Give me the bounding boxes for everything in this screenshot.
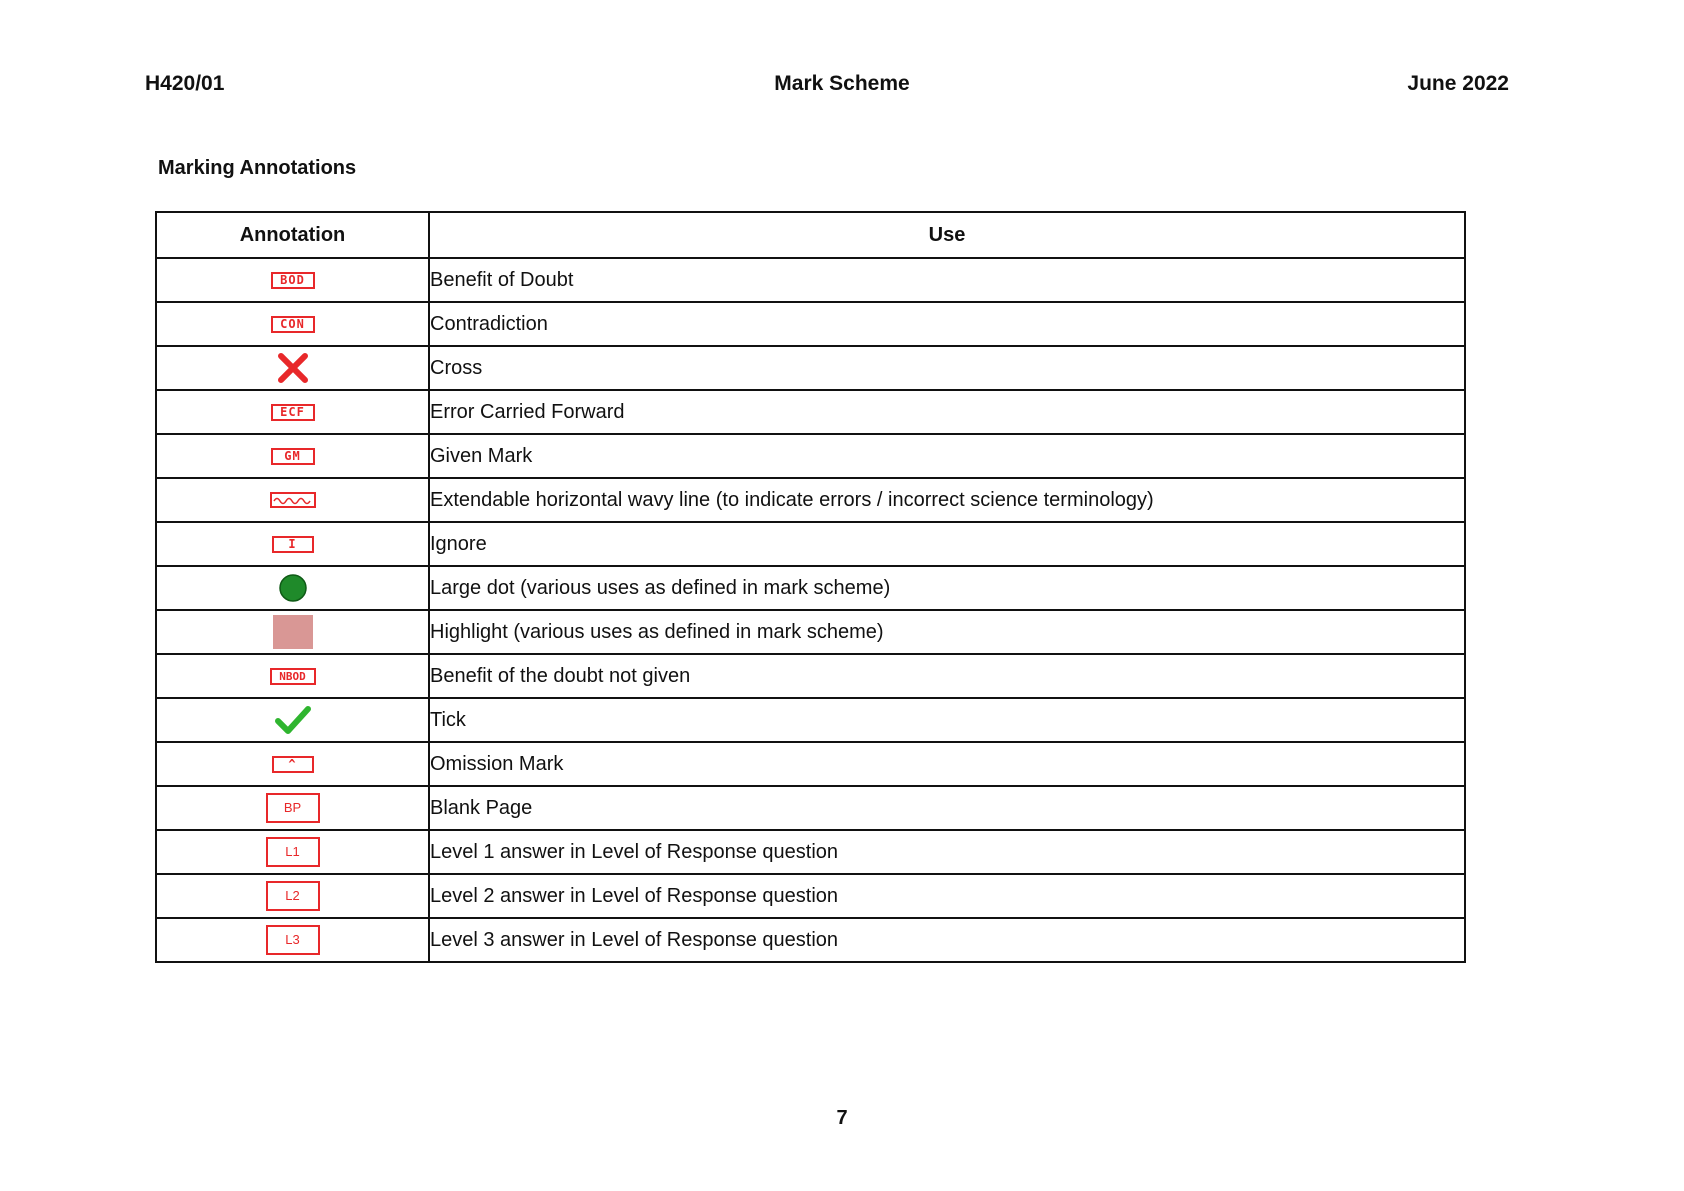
ecf-stamp-icon: ECF: [271, 404, 315, 421]
table-row: [156, 566, 1465, 610]
tick-icon: [275, 705, 311, 735]
table-row: [156, 522, 1465, 566]
table-row: [156, 786, 1465, 830]
use-text: Tick: [429, 698, 1465, 742]
l2-stamp-icon: L2: [266, 881, 320, 911]
bod-stamp-icon: BOD: [271, 272, 315, 289]
wavy-line-icon: [270, 492, 316, 508]
use-text: Blank Page: [429, 786, 1465, 830]
annotations-table: [155, 211, 1466, 963]
column-header-use: Use: [429, 212, 1465, 258]
use-text: Large dot (various uses as defined in mark scheme): [429, 566, 1465, 610]
use-text: Ignore: [429, 522, 1465, 566]
document-title: Mark Scheme: [774, 72, 910, 95]
ignore-stamp-icon: I: [272, 536, 314, 553]
page-number: 7: [836, 1107, 848, 1129]
omission-mark-icon: ^: [272, 756, 314, 773]
table-row: [156, 830, 1465, 874]
con-stamp-icon: CON: [271, 316, 315, 333]
use-text: Contradiction: [429, 302, 1465, 346]
large-dot-icon: [278, 573, 308, 603]
table-row: [156, 874, 1465, 918]
use-text: Highlight (various uses as defined in mark scheme): [429, 610, 1465, 654]
column-header-annotation: Annotation: [156, 212, 429, 258]
table-row: [156, 346, 1465, 390]
table-row: [156, 302, 1465, 346]
section-title: Marking Annotations: [158, 157, 357, 179]
use-text: Level 3 answer in Level of Response question: [429, 918, 1465, 962]
table-row: [156, 478, 1465, 522]
use-text: Cross: [429, 346, 1465, 390]
use-text: Error Carried Forward: [429, 390, 1465, 434]
l3-stamp-icon: L3: [266, 925, 320, 955]
table-row: [156, 918, 1465, 962]
table-row: [156, 610, 1465, 654]
table-row: [156, 434, 1465, 478]
use-text: Level 2 answer in Level of Response question: [429, 874, 1465, 918]
table-row: [156, 390, 1465, 434]
gm-stamp-icon: GM: [271, 448, 315, 465]
highlight-icon: [273, 615, 313, 649]
table-row: [156, 698, 1465, 742]
cross-icon: [277, 353, 309, 383]
table-row: [156, 742, 1465, 786]
use-text: Benefit of Doubt: [429, 258, 1465, 302]
nbod-stamp-icon: NBOD: [270, 668, 316, 685]
use-text: Given Mark: [429, 434, 1465, 478]
l1-stamp-icon: L1: [266, 837, 320, 867]
bp-stamp-icon: BP: [266, 793, 320, 823]
use-text: Benefit of the doubt not given: [429, 654, 1465, 698]
use-text: Level 1 answer in Level of Response question: [429, 830, 1465, 874]
table-row: [156, 258, 1465, 302]
document-date: June 2022: [1407, 72, 1509, 95]
use-text: Extendable horizontal wavy line (to indicate errors / incorrect science terminology): [429, 478, 1465, 522]
table-header-row: [156, 212, 1465, 258]
table-row: [156, 654, 1465, 698]
document-code: H420/01: [145, 72, 225, 95]
use-text: Omission Mark: [429, 742, 1465, 786]
